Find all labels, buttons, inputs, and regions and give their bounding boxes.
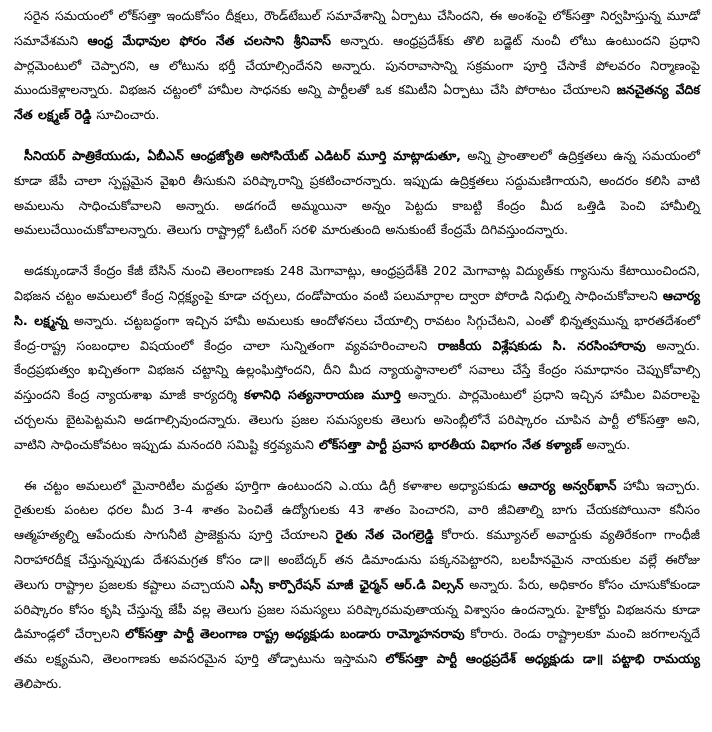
text-run: అన్నారు. కేంద్రప్రభుత్వం ఖచ్చితంగా విభజన చట్టాన్ని ఉల్లంఘిస్తోందని, దీని మీద న్యాయస్థానాలలో సవాలు చేస్తే కేంద్రం సమాధానం చెప్పుకోవాల్సి వస్తుందని కేంద్ర న్యాయశాఖ మాజీ కార్యదర్శి — [14, 337, 700, 403]
text-run: అన్ని ప్రాంతాలలో ఉద్రిక్తతలు ఉన్న సమయంలో కూడా జేపీ చాలా స్పష్టమైన వైఖరి తీసుకుని పరిష్కారాన్ని ప్రకటించారన్నారు. ఇప్పుడు ఉద్రిక్తతలు సద్దుమణిగాయని, అందరం కలిసి వాటి అమలును సాధించుకోవాలని అన్నారు. అడగందే అమ్మయినా అన్నం పెట్టదు కాబట్టి కేంద్రం మీద ఒత్తిడి పెంచి హామీల్ని అమలుచేయించుకోవాలన్నారు. తెలుగు రాష్ట్రాల్లో ఓటింగ్ సరళి మారుతుంది అనుకుంటే కేంద్రమే దిగివస్తుందన్నారు. — [14, 147, 701, 238]
text-run: అడక్కుండానే కేంద్రం కేజీ బేసిన్ నుంచి తెలంగాణకు 248 మెగావాట్లు, ఆంధ్రప్రదేశ్‌కి 202 మెగావాట్ల విద్యుత్‌కు గ్యాసును కేటాయించిందని, విభజన చట్టం అమలులో కేంద్ర నిర్లక్ష్యంపై కూడా చర్చలు, దండోపాయం వంటి పలుమార్గాల ద్వారా పోరాడి నిధుల్ని సాధించుకోవాలని — [14, 263, 700, 303]
text-run: అన్నారు. — [581, 436, 631, 452]
text-run: అన్నారు. ఆంధ్రప్రదేశ్‌కు తొలి బడ్జెట్ నుంచీ లోటు ఉంటుందని ప్రధాని పార్లమెంటులో చెప్పారని, ఆ లోటును భర్తీ చేయాల్సిందేనని అన్నారు. పునరావాసాన్ని సక్రమంగా పూర్తి చేసాకే పోలవరం నిర్మాణంపై ముందుకెళ్లాలన్నారు. విభజన చట్టంలో హామీల సాధనకు అన్ని పార్టీలతో ఒక కమిటీని ఏర్పాటు చేసి పోరాటం చేయాలని — [14, 32, 700, 98]
speaker-name-rd-wilson: ఎస్సీ కార్పొరేషన్ మాజీ ఛైర్మన్ ఆర్.డి విల్సన్ — [240, 576, 464, 592]
speaker-name-pattabhi-ramaiah: లోక్‌సత్తా పార్టీ ఆంధ్రప్రదేశ్ అధ్యక్షుడు డా॥ పట్టాభి రామయ్య — [385, 651, 700, 667]
text-run: సరైన సమయంలో లోక్‌సత్తా ఇందుకోసం దీక్షలు, రౌండ్‌టేబుల్ సమావేశాన్ని ఏర్పాటు చేసిందని, ఈ అంశంపై లోక్‌సత్తా నిర్వహిస్తున్న మూడో సమావేశమని — [14, 8, 700, 48]
speaker-name-anwar-khan: ఆచార్య అన్వర్‌ఖాన్ — [518, 477, 617, 493]
paragraph-3 — [14, 259, 700, 457]
speaker-name-murthy: సీనియర్ పాత్రికేయుడు, ఏబీఎన్ ఆంధ్రజ్యోతి అసోసియేట్ ఎడిటర్ మూర్తి మాట్లాడుతూ, — [24, 147, 461, 163]
speaker-name-narasimha-rao: రాజకీయ విశ్లేషకుడు సి. నరసింహారావు — [437, 337, 646, 353]
text-run: కోరారు. రెండు రాష్ట్రాలకూ మంచి జరగాలన్నదే తమ లక్ష్యమని, తెలంగాణకు అవసరమైన పూర్తి తోడ్పాటును ఇస్తామని — [14, 626, 701, 667]
speaker-name-chalasani-srinivas: ఆంధ్ర మేధావుల ఫోరం నేత చలసాని శ్రీనివాస్ — [87, 32, 332, 48]
text-run: సూచించారు. — [91, 107, 160, 123]
speaker-name-satyanarayana-murthy: కళానిధి సత్యనారాయణ మూర్తి — [244, 387, 401, 403]
text-run: హామీ ఇచ్చారు. రైతులకు పంటల ధరల మీద 3-4 శాతం పెంచితే ఉద్యోగులకు 43 శాతం పెంచారని, వారి జీవితాల్ని బాగు చేయకపోయినా కనీసం ఆత్మహత్యల్ని ఆపేందుకు సాగునీటి ప్రాజెక్టును పూర్తి చేయాలని — [14, 477, 700, 543]
paragraph-2 — [14, 144, 700, 243]
speaker-name-kalyan: లోక్‌సత్తా పార్టీ ప్రవాస భారతీయ విభాగం నేత కళ్యాణ్ — [318, 436, 582, 452]
speaker-name-chengal-reddy: రైతు నేత చెంగల్రెడ్డి — [335, 527, 434, 543]
speaker-name-lakshman-reddy: జనచైతన్య వేదిక నేత లక్ష్మణ్ రెడ్డి — [14, 82, 700, 123]
speaker-name-lakshmanna: ఆచార్య సి. లక్ష్మన్న — [14, 287, 700, 328]
text-run: అన్నారు. పార్లమెంటులో ప్రధాని ఇచ్చిన హామీల వివరాలపై చర్చలను బైటపెట్టమని అడగాల్సివుందన్నారు. తెలుగు ప్రజల సమస్యలకు తెలుగు అసెంబ్లీలోనే పరిష్కారం చూపిన పార్టీ లోక్‌సత్తా అని, వాటిని సాధించుకోవటం ఇప్పుడు మనందరి సమిష్టి కర్తవ్యమని — [14, 387, 700, 452]
speaker-name-bandaru-rammohan-rao: లోక్‌సత్తా పార్టీ తెలంగాణ రాష్ట్ర అధ్యక్షుడు బండారు రామ్మోహనరావు — [125, 626, 465, 642]
text-run: కోరారు. కమ్యూనల్ అవార్డుకు వ్యతిరేకంగా గాంధీజీ నిరాహారదీక్ష చేస్తున్నప్పుడు దేశసమగ్రత కోసం డా॥ అంబేద్కర్ తన డిమాండును పక్కనపెట్టారని, బలహీనమైన నాయకుల వల్లే ఈరోజు తెలుగు రాష్ట్రాల ప్రజలకు కష్టాలు వచ్చాయని — [14, 527, 700, 592]
paragraph-1 — [14, 4, 700, 128]
text-run: అన్నారు. పేరు, అధికారం కోసం చూసుకోకుండా పరిష్కారం కోసం కృషి చేస్తున్న జేపీ వల్ల తెలుగు ప్రజల సమస్యలు పరిష్కారమవుతాయన్న విశ్వాసం ఉందన్నారు. హైకోర్టు విభజనను కూడా డిమాండ్లలో చేర్చాలని — [14, 576, 700, 642]
text-run: ఈ చట్టం అమలులో మైనారిటీల మద్దతు పూర్తిగా ఉంటుందని ఎ.యు డిగ్రీ కళాశాల అధ్యాపకుడు — [24, 477, 519, 493]
text-run: తెలిపారు. — [14, 675, 62, 691]
text-run: అన్నారు. చట్టబద్ధంగా ఇచ్చిన హామీ అమలుకు ఆందోళనలు చేయాల్సి రావటం సిగ్గుచేటని, ఎంతో భిన్నత్వమున్న భారతదేశంలో కేంద్ర-రాష్ట్ర సంబంధాల విషయంలో కేంద్రం చాలా సున్నితంగా వ్యవహరించాలని — [14, 312, 701, 353]
paragraph-4 — [14, 474, 700, 697]
